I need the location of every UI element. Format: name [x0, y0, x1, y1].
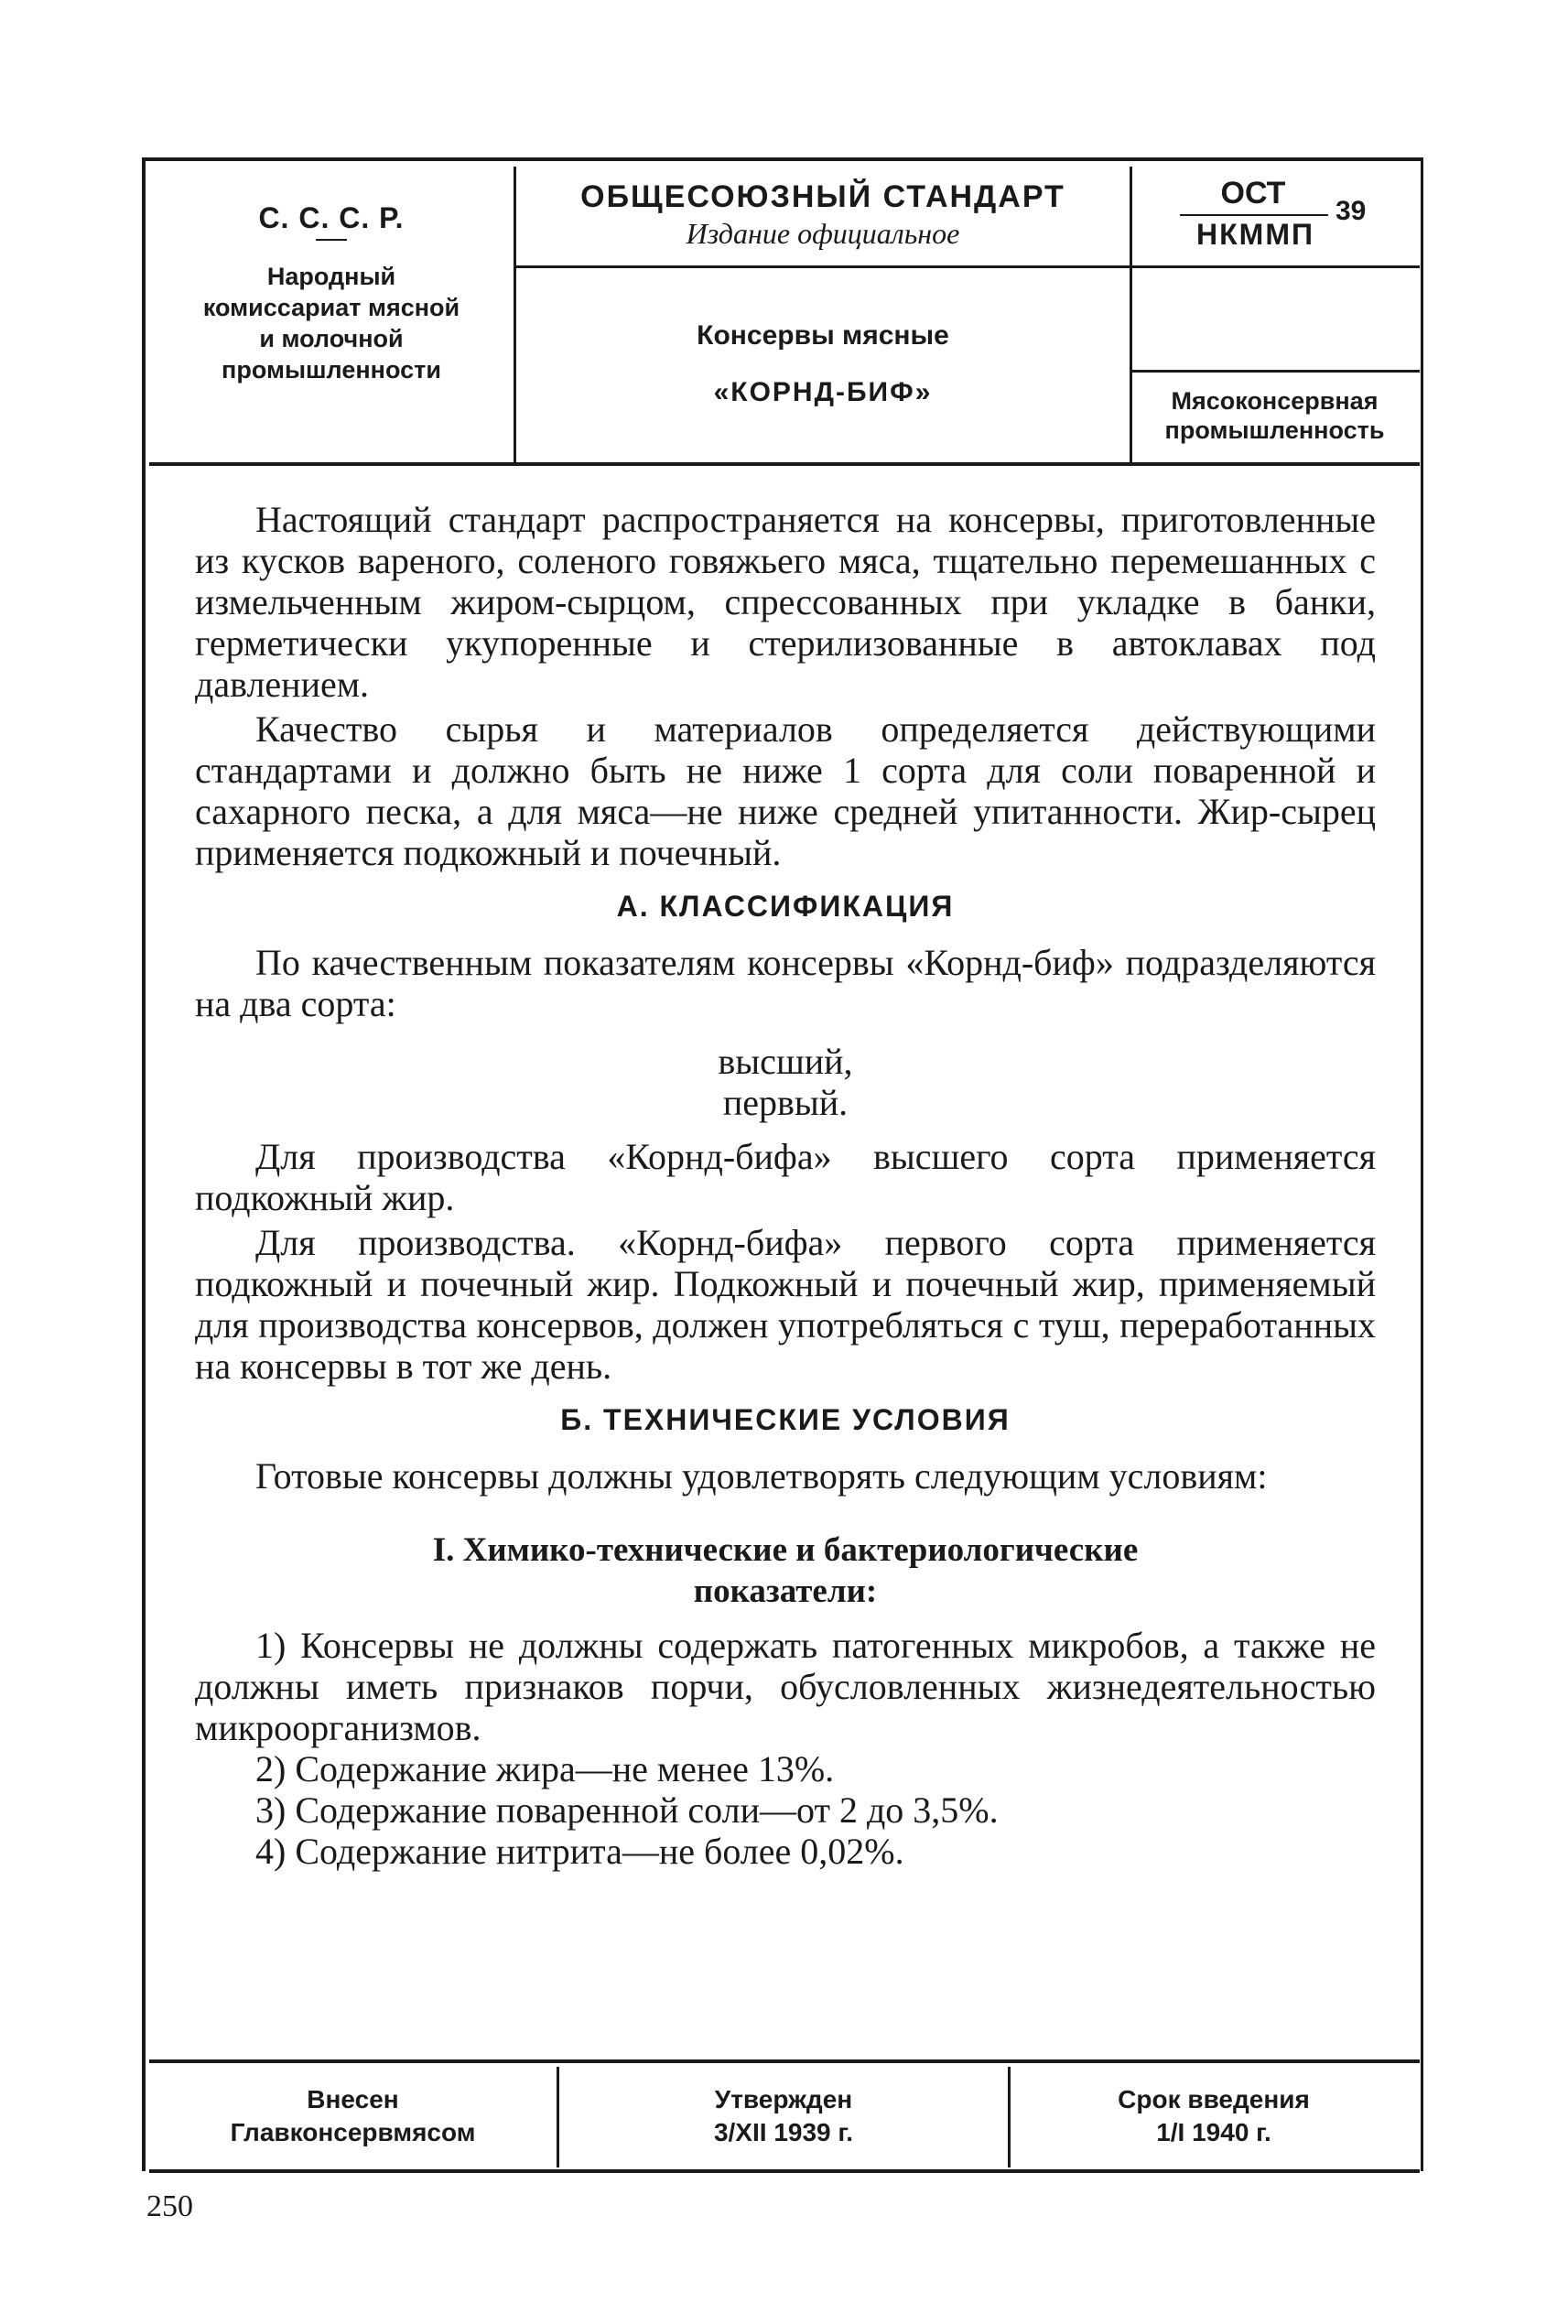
grade-list — [195, 1041, 1376, 1123]
country-label: С. С. С. Р. — [258, 201, 405, 234]
first-grade-paragraph: Для производства. «Корнд-бифа» первого сорта применяется подкожный и почечный жир. Подкожный и почечный жир, применяемый для производства консервов, должен употребляться с туш, переработанных на консервы в тот же день. — [195, 1222, 1376, 1387]
header-right-cell — [1130, 167, 1420, 464]
standard-header — [149, 167, 1420, 464]
grade-item: высший, — [718, 1041, 853, 1082]
subsection-heading-line: показатели: — [693, 1573, 878, 1610]
quality-paragraph: Качество сырья и материалов определяется действующими стандартами и должно быть не ниже 1 сорта для соли поваренной и сахарного песка, а для мяса—не ниже средней упитанности. Жир-сырец применяется подкожный и почечный. — [195, 708, 1376, 873]
numbered-item: 4) Содержание нитрита—не более 0,02%. — [255, 1831, 904, 1872]
approved-label: Утвержден — [714, 2085, 853, 2113]
footer-submitted-cell — [149, 2067, 557, 2167]
product-category: Консервы мясные — [697, 320, 949, 351]
numbered-item: 2) Содержание жира—не менее 13%. — [255, 1748, 835, 1789]
footer-effective-cell — [1008, 2067, 1420, 2167]
submitted-label: Внесен — [307, 2085, 399, 2113]
grade-item: первый. — [722, 1082, 849, 1123]
classification-paragraph: По качественным показателям консервы «Корнд-биф» подразделяются на два сорта: — [195, 942, 1376, 1024]
header-middle-cell — [514, 167, 1132, 464]
divider — [316, 239, 347, 241]
submitted-by: Главконсервмясом — [230, 2118, 476, 2146]
standard-subtitle: Издание официальное — [686, 217, 960, 250]
subsection-heading — [195, 1530, 1376, 1612]
header-bottom-rule — [149, 462, 1420, 466]
divider — [516, 265, 1130, 268]
page-number: 250 — [146, 2189, 193, 2223]
numbered-item: 3) Содержание поваренной соли—от 2 до 3,5%. — [255, 1789, 999, 1831]
footer-top-rule — [149, 2059, 1420, 2063]
standard-footer — [149, 2067, 1420, 2167]
ost-number: 39 — [1336, 196, 1367, 226]
section-heading-technical: Б. ТЕХНИЧЕСКИЕ УСЛОВИЯ — [560, 1403, 1011, 1436]
document-body — [195, 499, 1376, 1872]
ost-designation — [1130, 167, 1420, 265]
approved-date: 3/XII 1939 г. — [713, 2118, 854, 2146]
product-name: «КОРНД-БИФ» — [713, 377, 933, 407]
ost-label: ОСТ — [1220, 176, 1286, 211]
industry-line: промышленность — [1164, 416, 1385, 444]
section-heading-classification: А. КЛАССИФИКАЦИЯ — [616, 890, 955, 923]
subsection-heading-line: I. Химико-технические и бактериологические — [432, 1531, 1139, 1569]
effective-date: 1/I 1940 г. — [1156, 2118, 1271, 2146]
intro-paragraph: Настоящий стандарт распространяется на консервы, приготовленные из кусков вареного, соленого говяжьего мяса, тщательно перемешанных с измельченным жиром-сырцом, спрессованных при укладке в банки, герметически укупоренные и стерилизованные в автоклавах под давлением. — [195, 499, 1376, 705]
industry-line: Мясоконсервная — [1171, 387, 1379, 415]
header-left-cell — [149, 167, 514, 464]
fraction-line — [1180, 214, 1328, 216]
effective-label: Срок введения — [1118, 2085, 1310, 2113]
commissariat-line: и молочной — [259, 325, 404, 352]
footer-approved-cell — [557, 2067, 1011, 2167]
commissariat-line: комиссариат мясной — [202, 294, 460, 321]
commissariat-line: Народный — [266, 263, 396, 290]
commissariat-line: промышленности — [222, 356, 441, 384]
standard-title: ОБЩЕСОЮЗНЫЙ СТАНДАРТ — [580, 179, 1065, 214]
footer-bottom-rule — [149, 2169, 1420, 2173]
industry-name — [1130, 386, 1420, 445]
top-grade-paragraph: Для производства «Корнд-бифа» высшего сорта применяется подкожный жир. — [195, 1136, 1376, 1218]
ost-agency: НКММП — [1196, 218, 1314, 251]
technical-paragraph: Готовые консервы должны удовлетворять следующим условиям: — [255, 1455, 1268, 1497]
numbered-item: 1) Консервы не должны содержать патогенных микробов, а также не должны иметь признаков порчи, обусловленных жизнедеятельностью микроорганизмов. — [195, 1625, 1376, 1748]
divider — [1130, 370, 1420, 373]
divider — [1130, 265, 1420, 268]
commissariat-name — [149, 261, 514, 385]
